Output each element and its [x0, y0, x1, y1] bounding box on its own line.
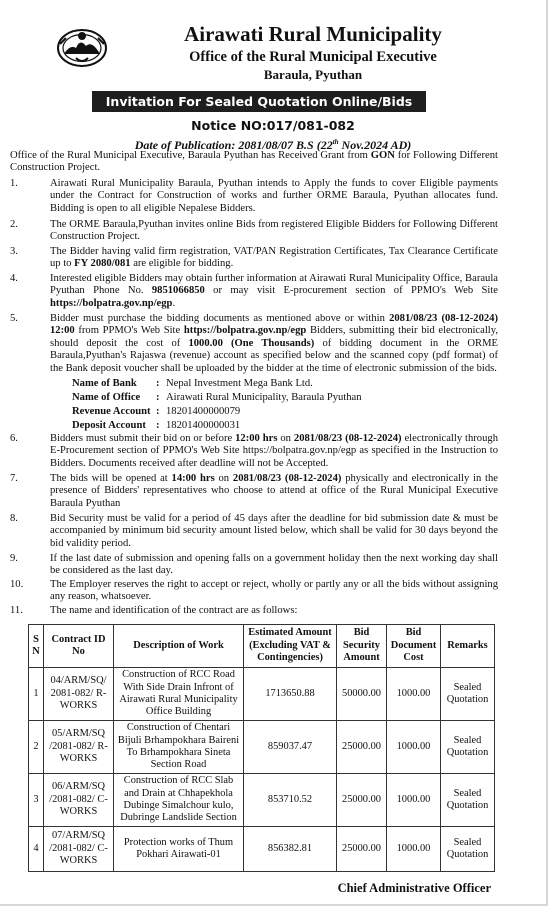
cell-remarks: Sealed Quotation [441, 668, 495, 721]
cell-remarks: Sealed Quotation [441, 827, 495, 872]
col-header-bid-document-cost: Bid Document Cost [387, 625, 441, 668]
cell-description: Construction of Chentari Bijuli Brhampokhara Baireni To Brhampokhara Sineta Section Road [114, 721, 244, 774]
col-header-contract-id: Contract ID No [44, 625, 114, 668]
bolpatra-link[interactable]: https://bolpatra.gov.np/egp [50, 297, 173, 309]
intro-paragraph: Office of the Rural Municipal Executive, Baraula Pyuthan has Received Grant from GON for Following Different Construction Project. [10, 150, 498, 174]
cell-estimated-amount: 853710.52 [244, 774, 337, 827]
cell-bid-security: 50000.00 [337, 668, 387, 721]
cell-description: Construction of RCC Road With Side Drain Infront of Airawati Rural Municipality Office Building [114, 668, 244, 721]
cell-sn: 4 [29, 827, 44, 872]
clause-10: 10. The Employer reserves the right to accept or reject, wholly or partly any or all the bids without assigning any reason, whatsoever. [10, 579, 498, 603]
clause-5: 5. Bidder must purchase the bidding documents as mentioned above or within 2081/08/23 (08-12-2024) 12:00 from PPMO's Web Site https://bolpatra.gov.np/egp Bidders, submitting their bid electronically, should deposit the cost of 1000.00 (One Thousands) of bidding document in the ORME Baraula,Pyuthan's Rajaswa (revenue) account as specified below and the scanned copy (pdf format) of the Bank deposit voucher shall be uploaded by the bidder at the time of electronic submission of the bids. [10, 313, 498, 374]
clause-6: 6. Bidders must submit their bid on or before 12:00 hrs on 2081/08/23 (08-12-2024) electronically through E-Procurement section of PPMO's Web Site https://bolpatra.gov.np/egp as specified in the Instruction to Bidders. Documents received after deadline will not be Accepted. [10, 433, 498, 469]
cell-contract-id: 04/ARM/SQ/ 2081-082/ R-WORKS [44, 668, 114, 721]
clause-1: 1. Airawati Rural Municipality Baraula, Pyuthan intends to Apply the funds to cover Eligible payments under the Contract for Construction of works and further ORME Baraula, Pyuthan allocates fund. Bidding is open to all eligible Nepalese Bidders. [10, 178, 498, 214]
invitation-banner: Invitation For Sealed Quotation Online/Bids [92, 91, 426, 112]
contract-table [28, 624, 495, 872]
col-header-bid-security: Bid Security Amount [337, 625, 387, 668]
cell-sn: 2 [29, 721, 44, 774]
cell-bid-security: 25000.00 [337, 721, 387, 774]
office-subtitle: Office of the Rural Municipal Executive [189, 49, 437, 65]
clause-7: 7. The bids will be opened at 14:00 hrs on 2081/08/23 (08-12-2024) physically and electronically in the presence of Bidders' representatives who choose to attend at office of the Rural Municipal Executive Baraula Pyuthan [10, 473, 498, 509]
bank-details-office: Name of Office : Airawati Rural Municipality, Baraula Pyuthan [72, 392, 362, 403]
cell-remarks: Sealed Quotation [441, 774, 495, 827]
bolpatra-link[interactable]: https://bolpatra.gov.np/egp [183, 325, 307, 337]
cell-estimated-amount: 859037.47 [244, 721, 337, 774]
clause-2: 2. The ORME Baraula,Pyuthan invites online Bids from registered Eligible Bidders for Following Different Construction Project. [10, 219, 498, 243]
table-row [29, 668, 495, 721]
cell-estimated-amount: 856382.81 [244, 827, 337, 872]
cell-document-cost: 1000.00 [387, 721, 441, 774]
col-header-description: Description of Work [114, 625, 244, 668]
cell-sn: 3 [29, 774, 44, 827]
table-row [29, 721, 495, 774]
col-header-sn: S N [29, 625, 44, 668]
table-row [29, 827, 495, 872]
cell-sn: 1 [29, 668, 44, 721]
cell-document-cost: 1000.00 [387, 774, 441, 827]
clause-8: 8. Bid Security must be valid for a period of 45 days after the deadline for bid submission date & must be accompanied by minimum bid security amount listed below, which shall be valid for 30 days beyond the bid validity period. [10, 513, 498, 549]
office-location: Baraula, Pyuthan [263, 67, 363, 82]
cell-description: Construction of RCC Slab and Drain at Chhapekhola Dubinge Simalchour kulo, Dubringe Landslide Section [114, 774, 244, 827]
cell-contract-id: 07/ARM/SQ /2081-082/ C-WORKS [44, 827, 114, 872]
bank-details-revenue-account: Revenue Account : 18201400000079 [72, 406, 241, 417]
clause-4: 4. Interested eligible Bidders may obtain further information at Airawati Rural Municipality Office, Baraula Pyuthan Phone No. 9851066850 or may visit E-procurement section of PPMO's Web Site https://bolpatra.gov.np/egp. [10, 273, 498, 309]
cell-estimated-amount: 1713650.88 [244, 668, 337, 721]
municipality-title: Airawati Rural Municipality [184, 22, 442, 46]
cell-contract-id: 06/ARM/SQ /2081-082/ C-WORKS [44, 774, 114, 827]
clause-3: 3. The Bidder having valid firm registration, VAT/PAN Registration Certificates, Tax Clearance Certificate up to FY 2080/081 are eligible for bidding. [10, 246, 498, 270]
bank-details-name: Name of Bank : Nepal Investment Mega Bank Ltd. [72, 378, 313, 389]
col-header-remarks: Remarks [441, 625, 495, 668]
cell-document-cost: 1000.00 [387, 827, 441, 872]
cell-bid-security: 25000.00 [337, 827, 387, 872]
cell-bid-security: 25000.00 [337, 774, 387, 827]
clause-11: 11. The name and identification of the contract are as follows: [10, 605, 298, 616]
cell-remarks: Sealed Quotation [441, 721, 495, 774]
notice-number: Notice NO:017/081-082 [191, 118, 355, 133]
clause-9: 9. If the last date of submission and opening falls on a government holiday then the next working day shall be considered as the last day. [10, 553, 498, 577]
table-row [29, 774, 495, 827]
col-header-estimated-amount: Estimated Amount (Excluding VAT & Contingencies) [244, 625, 337, 668]
table-header-row [29, 625, 495, 668]
signatory-title: Chief Administrative Officer [337, 881, 491, 895]
bank-details-deposit-account: Deposit Account : 18201400000031 [72, 420, 241, 431]
cell-description: Protection works of Thum Pokhari Airawati-01 [114, 827, 244, 872]
cell-contract-id: 05/ARM/SQ /2081-082/ R-WORKS [44, 721, 114, 774]
publication-date: Date of Publication: 2081/08/07 B.S (22th Nov.2024 AD) [134, 138, 412, 152]
cell-document-cost: 1000.00 [387, 668, 441, 721]
